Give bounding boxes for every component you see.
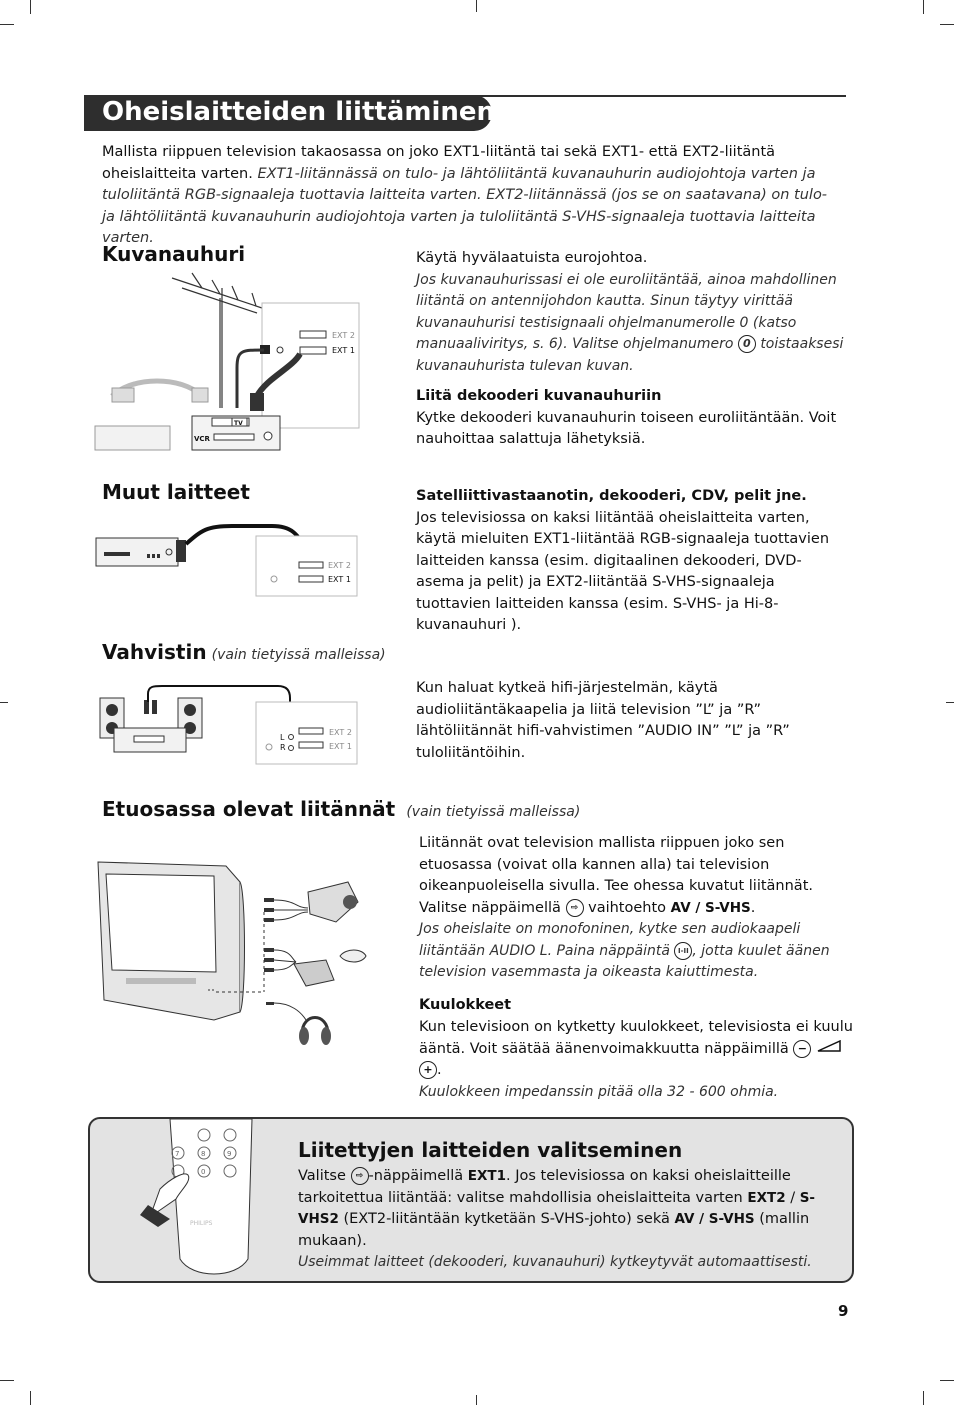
remote-brand-logo: PHILIPS <box>190 1220 213 1227</box>
crop-mark <box>0 702 8 703</box>
ext1-label: EXT 1 <box>332 346 355 355</box>
program-0-key-icon: 0 <box>738 335 756 353</box>
crop-mark <box>0 24 14 25</box>
headphones-note: Kuulokkeen impedanssin pitää olla 32 - 600 ohmia. <box>419 1083 779 1100</box>
source-selection-text-3: . Jos televisiossa on kaksi oheislaitteille tarkoitettua liitäntää: valitse mahdollisia oheislaitteita varten <box>298 1168 791 1206</box>
front-connections-note: (vain tietyissä malleissa) <box>406 804 581 820</box>
vcr-text-block <box>416 248 846 377</box>
volume-up-key-icon: + <box>419 1061 437 1079</box>
page-number: 9 <box>838 1302 849 1320</box>
headphones-heading: Kuulokkeet <box>419 997 512 1013</box>
source-selection-text-4: (EXT2-liitäntään kytketään S-VHS-johto) sekä <box>343 1211 670 1227</box>
decoder-block <box>416 386 846 451</box>
source-selection-text-5: (mallin mukaan). <box>298 1211 810 1249</box>
right-output-label: R <box>280 743 286 752</box>
headphones-text: Kun televisioon on kytketty kuulokkeet, televisiosta ei kuulu ääntä. Voit säätää äänenvoimakkuutta näppäimillä <box>419 1018 853 1057</box>
crop-mark <box>946 702 954 703</box>
ext2-label: EXT 2 <box>328 561 351 570</box>
vcr-label: VCR <box>194 435 210 443</box>
front-select-line <box>419 898 854 920</box>
slash: / <box>790 1189 796 1206</box>
volume-down-key-icon: − <box>793 1040 811 1058</box>
intro-italic-text: EXT1-liitännässä on tulo- ja lähtöliitäntä kuvanauhurin audiojohtoja varten ja tuloliitäntä RGB-signaaleja tuottavia laitteita varten. EXT2-liitännässä (jos se on saatavana) on tulo- ja lähtöliitäntä kuvanauhurin audiojohtoja varten ja tuloliitäntä S-VHS-signaaleja tuottavia laitteita varten. <box>102 165 828 246</box>
ext1-label: EXT 1 <box>328 575 351 584</box>
vcr-heading: Kuvanauhuri <box>102 242 246 266</box>
tv-label: TV <box>234 420 243 427</box>
amplifier-diagram <box>96 680 362 768</box>
volume-icon <box>816 1038 842 1060</box>
front-connections-diagram <box>96 852 396 1057</box>
front-mono-text-2: , jotta kuulet äänen television vasemmasta ja oikeasta kaiuttimesta. <box>419 942 830 980</box>
left-output-label: L <box>280 733 285 742</box>
amplifier-text: Kun haluat kytkeä hifi-järjestelmän, käytä audioliitäntäkaapelia ja liitä television ”L” ja ”R” lähtöliitännät hifi-vahvistimen ”AUDIO IN” ”L” ja ”R” tuloliitäntöihin. <box>416 680 790 761</box>
sound-mode-key-icon: I-II <box>674 942 692 960</box>
source-selection-paragraph <box>298 1166 848 1252</box>
ext2-label: EXT 2 <box>329 728 352 737</box>
crop-mark <box>940 1380 954 1381</box>
remote-key-7: 7 <box>175 1150 180 1158</box>
av-source-key-icon: ⇨ <box>566 899 584 917</box>
front-mono-paragraph <box>419 919 854 984</box>
headphones-paragraph: Kun televisioon on kytketty kuulokkeet, televisiosta ei kuulu ääntä. Voit säätää äänenvoimakkuutta näppäimillä − + . <box>419 1018 853 1079</box>
decoder-heading: Liitä dekooderi kuvanauhuriin <box>416 388 662 404</box>
front-connections-text-block <box>419 833 854 984</box>
other-devices-text: Jos televisiossa on kaksi liitäntää oheislaitteita varten, käytä mieluiten EXT1-liitäntää RGB-signaaleja tuottavien laitteiden kanssa (esim. digitaalinen dekooderi, DVD-asema ja pelit) ja EXT2-liitäntää S-VHS-signaaleja tuottavien laitteiden kanssa (esim. S-VHS- ja Hi-8-kuvanauhuri ). <box>416 509 830 633</box>
other-devices-diagram <box>92 520 362 600</box>
ext1-scart-icon <box>300 347 326 354</box>
av-svhs-option: AV / S-VHS <box>674 1211 755 1227</box>
page-title: Oheislaitteiden liittäminen <box>102 97 496 127</box>
other-devices-text-block <box>416 486 848 637</box>
source-selection-text-2: -näppäimellä <box>368 1168 464 1184</box>
ext2-label: EXT 2 <box>332 331 355 340</box>
vcr-italic-paragraph <box>416 270 846 378</box>
front-select-text-2: vaihtoehto <box>588 899 667 916</box>
vcr-connection-diagram <box>92 268 372 458</box>
crop-mark <box>476 0 477 12</box>
intro-text: Mallista riippuen television takaosassa on joko EXT1-liitäntä tai sekä EXT1- että EXT2-liitäntä oheislaitteita varten. <box>102 144 776 182</box>
crop-mark <box>30 1391 31 1405</box>
intro-paragraph <box>102 142 842 250</box>
svhs2-option: S-VHS2 <box>298 1189 816 1227</box>
av-source-key-icon: ⇨ <box>351 1167 369 1185</box>
ext2-scart-icon <box>300 331 326 338</box>
other-devices-subheading: Satelliittivastaanotin, dekooderi, CDV, pelit jne. <box>416 488 807 504</box>
ext1-option: EXT1 <box>467 1168 506 1184</box>
crop-mark <box>0 1380 14 1381</box>
period: . <box>750 899 756 916</box>
remote-control-illustration <box>140 1119 270 1279</box>
source-selection-text: Valitse <box>298 1168 346 1184</box>
front-connections-heading: Etuosassa olevat liitännät <box>102 797 396 821</box>
other-devices-heading: Muut laitteet <box>102 480 250 504</box>
av-svhs-option: AV / S-VHS <box>670 899 751 916</box>
vcr-line1: Käytä hyvälaatuista eurojohtoa. <box>416 250 648 266</box>
front-connections-text: Liitännät ovat television mallista riippuen joko sen etuosassa (voivat olla kannen alla) tai television oikeanpuoleisella sivulla. Tee ohessa kuvatut liitännät. <box>419 835 813 894</box>
vcr-italic-text: Jos kuvanauhurissasi ei ole euroliitäntää, ainoa mahdollinen liitäntä on antennijohdon kautta. Sinun täytyy virittää kuvanauhurisi testisignaali ohjelmanumerolle 0 (katso manuaaliviritys, s. 6). Valitse ohjelmanumero <box>416 271 837 352</box>
amplifier-heading: Vahvistin <box>102 640 207 664</box>
front-mono-text: Jos oheislaite on monofoninen, kytke sen audiokaapeli liitäntään AUDIO L. Paina näppäintä <box>419 921 801 959</box>
crop-mark <box>940 24 954 25</box>
remote-key-9: 9 <box>227 1150 232 1158</box>
ext1-label: EXT 1 <box>329 742 352 751</box>
source-selection-text-block <box>298 1166 848 1274</box>
amplifier-heading-row <box>102 640 386 664</box>
crop-mark <box>923 0 924 14</box>
remote-key-0: 0 <box>201 1168 206 1176</box>
front-connections-heading-row <box>102 797 580 821</box>
ext2-option: EXT2 <box>747 1189 786 1206</box>
crop-mark <box>30 0 31 14</box>
crop-mark <box>923 1391 924 1405</box>
remote-key-8: 8 <box>201 1150 206 1158</box>
crop-mark <box>476 1395 477 1405</box>
vcr-italic-text-2: toistaaksesi kuvanauhurista tulevan kuvan. <box>416 336 844 374</box>
source-selection-heading: Liitettyjen laitteiden valitseminen <box>298 1138 683 1162</box>
headphones-block <box>419 995 854 1103</box>
source-selection-note: Useimmat laitteet (dekooderi, kuvanauhuri) kytkeytyvät automaattisesti. <box>298 1254 812 1270</box>
amplifier-note: (vain tietyissä malleissa) <box>211 647 386 663</box>
decoder-text: Kytke dekooderi kuvanauhurin toiseen euroliitäntään. Voit nauhoittaa salattuja lähetyksiä. <box>416 409 837 447</box>
front-select-text: Valitse näppäimellä <box>419 899 561 916</box>
